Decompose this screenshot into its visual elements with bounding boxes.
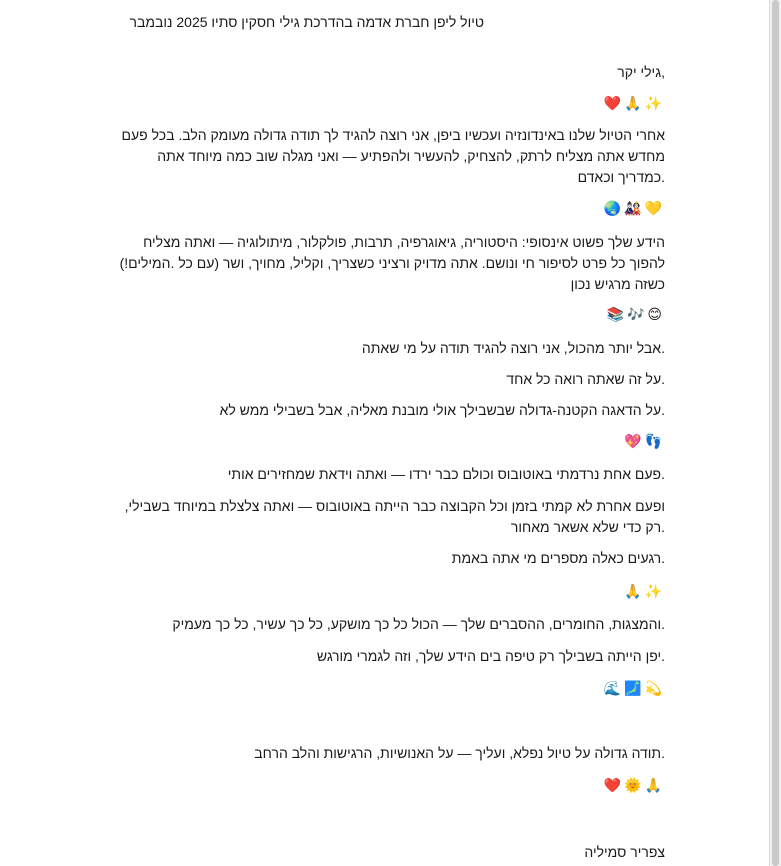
line-fell-asleep-bus: .פעם אחת נרדמתי באוטובוס וכולם כבר ירדו — ואתה וידאת שמחזירים אותי <box>227 466 665 482</box>
line-presentations: .והמצגות, החומרים, ההסברים שלך — הכול כל כך מושקע, כל כך עשיר, כל כך מעמיק <box>172 616 665 632</box>
line-japan-drop: .יפן הייתה בשבילך רק טיפה בים הידע שלך, וזה לגמרי מורגש <box>316 648 665 664</box>
paragraph-knowledge: הידע שלך פשוט אינסופי: היסטוריה, גיאוגרפיה, תרבות, פולקלור, מיתולוגיה — ואתה מצליח להפוך כל פרט לסיפור חי ונושם. אתה מדויק ורציני כשצריך, וקליל, מחויך, ושר (עם כל .המילים!) כשזה מרגיש נכון <box>119 234 665 292</box>
line-small-big-care: .על הדאגה הקטנה-גדולה שבשבילך אולי מובנת מאליה, אבל בשבילי ממש לא <box>219 402 665 418</box>
greeting: ,גילי יקר <box>617 64 665 80</box>
emoji-row-sparkles-pray-heart: ✨🙏❤️ <box>603 96 665 112</box>
paragraph-late-bus: ופעם אחרת לא קמתי בזמן וכל הקבוצה כבר הייתה באוטובוס — ואתה צלצלת במיוחד בשבילי, .רק כדי שלא אשאר מאחור <box>124 498 665 535</box>
emoji-row-smile-music-books: 😊🎶📚 <box>606 307 665 323</box>
emoji-row-footprints-heart: 👣💖 <box>624 434 665 450</box>
emoji-row-sparkles-pray: ✨🙏 <box>624 584 665 600</box>
scrollbar-thumb[interactable] <box>772 0 779 866</box>
signature: צפריר סמיליה <box>584 844 665 860</box>
emoji-row-pray-sun-heart: 🙏🌞❤️ <box>603 778 665 794</box>
line-big-thanks: .תודה גדולה על טיול נפלא, ועליך — על האנושיות, הרגישות והלב הרחב <box>254 745 665 761</box>
line-such-moments: .רגעים כאלה מספרים מי אתה באמת <box>451 550 665 566</box>
document-title: טיול ליפן חברת אדמה בהדרכת גילי חסקין סתיו 2025 נובמבר <box>129 14 484 30</box>
line-see-everyone: .על זה שאתה רואה כל אחד <box>506 371 665 387</box>
vertical-scrollbar[interactable] <box>769 0 781 866</box>
line-thanks-who-you-are: .אבל יותר מהכול, אני רוצה להגיד תודה על מי שאתה <box>361 340 665 356</box>
emoji-row-dizzy-japan-wave: 💫🗾🌊 <box>603 681 665 697</box>
paragraph-thanks: אחרי הטיול שלנו באינדונזיה ועכשיו ביפן, אני רוצה להגיד לך תודה גדולה מעומק הלב. בכל פעם מחדש אתה מצליח לרתק, להצחיק, להעשיר ולהפתיע — ואני מגלה שוב כמה מיוחד אתה .כמדריך וכאדם <box>121 127 665 185</box>
emoji-row-heart-doll-globe: 💛🎎🌏 <box>603 201 665 217</box>
